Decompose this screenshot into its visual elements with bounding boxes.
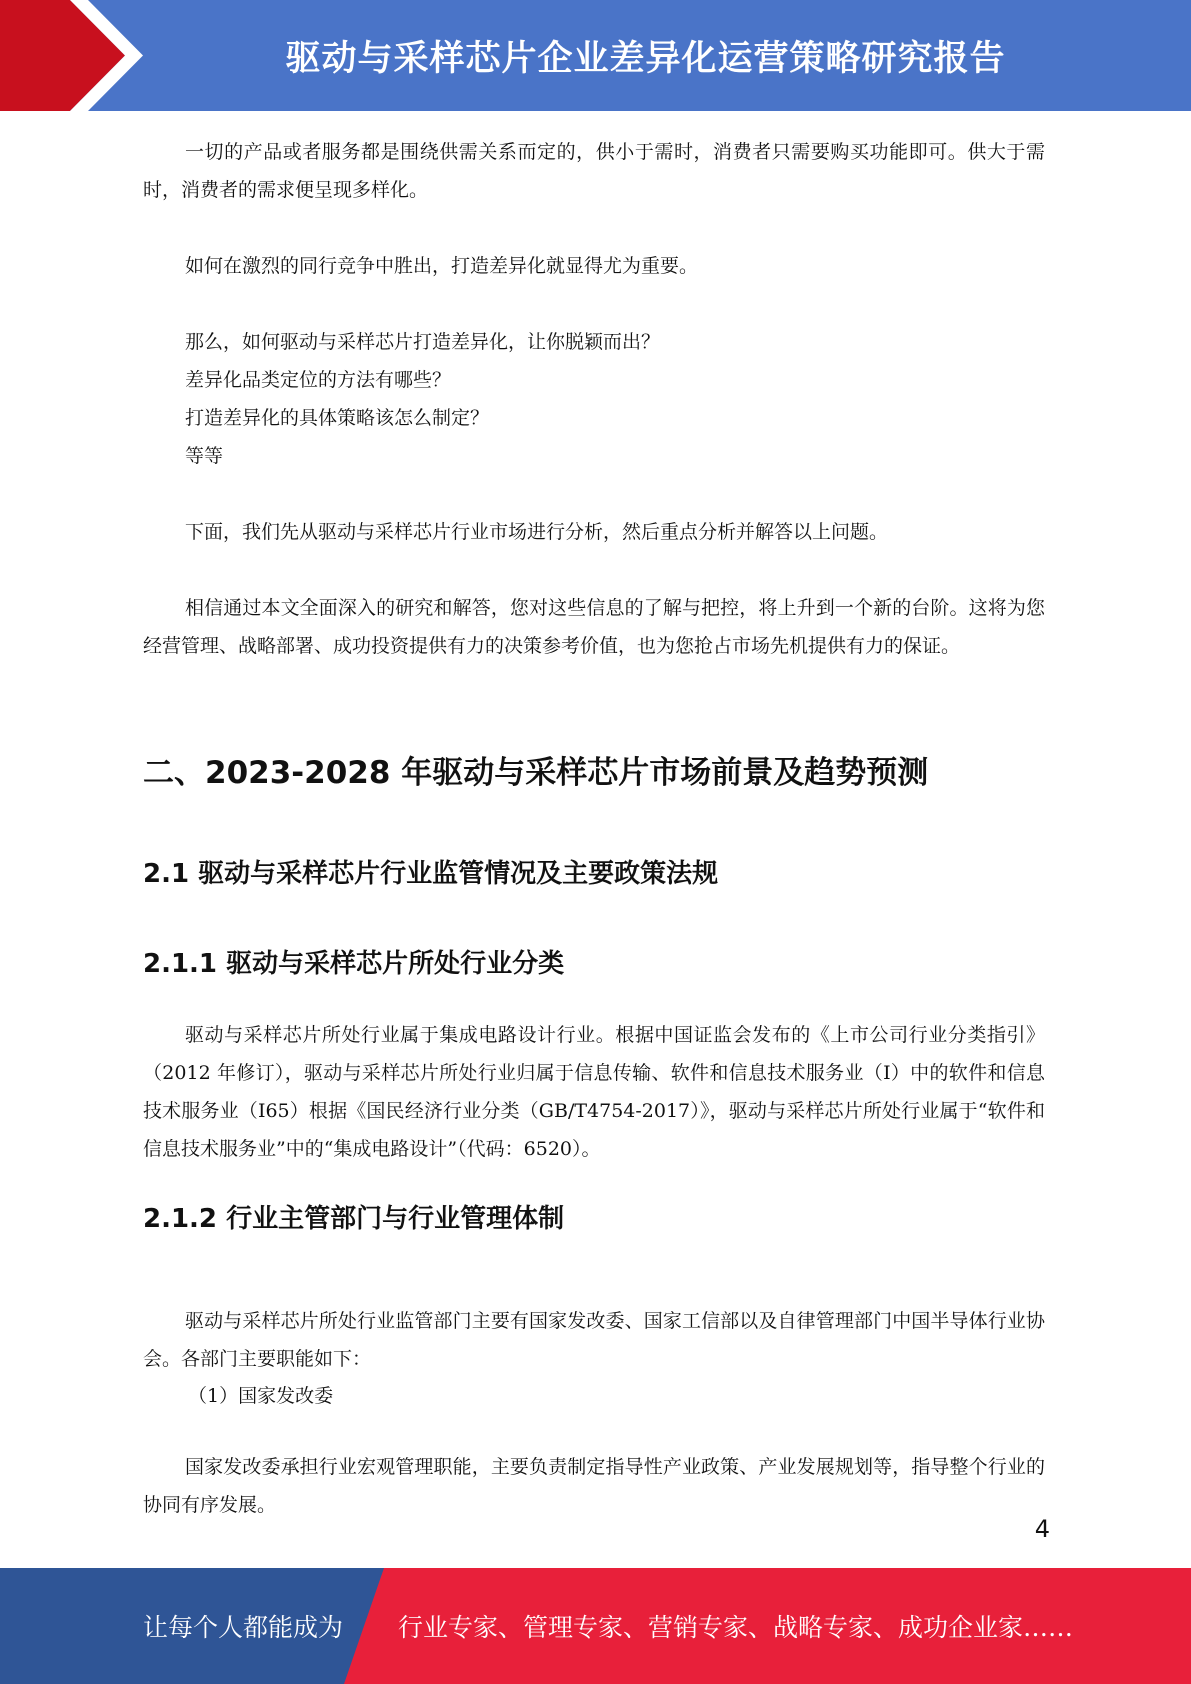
page-header: [0, 0, 1191, 111]
page-number: 4: [1034, 1515, 1050, 1543]
regulators-paragraph: 驱动与采样芯片所处行业监管部门主要有国家发改委、国家工信部以及自律管理部门中国半导体行业协会。各部门主要职能如下：: [143, 1310, 1045, 1370]
competition-paragraph: 如何在激烈的同行竞争中胜出，打造差异化就显得尤为重要。: [185, 255, 699, 277]
subsection-heading: 2.1 驱动与采样芯片行业监管情况及主要政策法规: [143, 859, 719, 889]
question-line: 差异化品类定位的方法有哪些？: [185, 369, 452, 391]
question-line: 那么，如何驱动与采样芯片打造差异化，让你脱颖而出？: [185, 331, 661, 353]
footer-slogan-left: 让每个人都能成为: [143, 1613, 344, 1642]
intro-paragraph: 一切的产品或者服务都是围绕供需关系而定的，供小于需时，消费者只需要购买功能即可。供大于需时，消费者的需求便呈现多样化。: [143, 141, 1045, 201]
subsubsection-heading: 2.1.1 驱动与采样芯片所处行业分类: [143, 949, 565, 979]
classification-paragraph: 驱动与采样芯片所处行业属于集成电路设计行业。根据中国证监会发布的《上市公司行业分类指引》（2012 年修订），驱动与采样芯片所处行业归属于信息传输、软件和信息技术服务业（I）中的软件和信息技术服务业（I65）根据《国民经济行业分类（GB/T4754-2017）》，驱动与采样芯片所处行业属于“软件和信息技术服务业”中的“集成电路设计”（代码：6520）。: [143, 1024, 1045, 1160]
analysis-paragraph: 下面，我们先从驱动与采样芯片行业市场进行分析，然后重点分析并解答以上问题。: [185, 521, 889, 543]
list-item: （1）国家发改委: [188, 1385, 334, 1407]
footer-slogan-right: 行业专家、管理专家、营销专家、战略专家、成功企业家……: [398, 1613, 1074, 1642]
subsubsection-heading: 2.1.2 行业主管部门与行业管理体制: [143, 1204, 565, 1234]
report-title: 驱动与采样芯片企业差异化运营策略研究报告: [285, 38, 1006, 79]
value-paragraph: 相信通过本文全面深入的研究和解答，您对这些信息的了解与把控，将上升到一个新的台阶。这将为您经营管理、战略部署、成功投资提供有力的决策参考价值，也为您抢占市场先机提供有力的保证。: [143, 597, 1045, 657]
chevron-arrow-icon: [0, 0, 160, 111]
question-line: 等等: [185, 445, 224, 467]
question-line: 打造差异化的具体策略该怎么制定？: [185, 407, 490, 429]
section-heading: 二、2023-2028 年驱动与采样芯片市场前景及趋势预测: [143, 755, 929, 791]
ndrc-paragraph: 国家发改委承担行业宏观管理职能，主要负责制定指导性产业政策、产业发展规划等，指导整个行业的协同有序发展。: [143, 1456, 1045, 1516]
page-footer: [0, 1568, 1191, 1684]
